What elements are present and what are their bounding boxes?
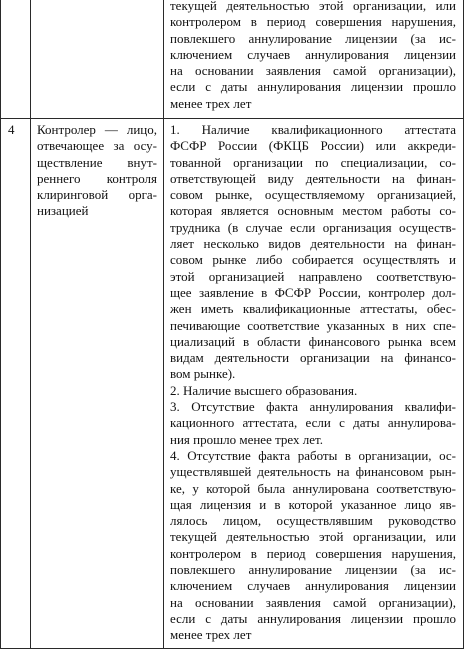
requirements-text-line: ключением случаев аннулирования лицензии bbox=[170, 578, 456, 594]
requirements-text-line: печивающие соответствие указанных в них спе- bbox=[170, 317, 456, 333]
requirements-text-line: повлекшего аннулирование лицензии (за ис- bbox=[170, 30, 456, 46]
requirements-text-line: уществлявшей деятельность на финансовом рын- bbox=[170, 464, 456, 480]
requirements-text-line: ФСФР России (ФКЦБ России) или аккреди- bbox=[170, 138, 456, 154]
requirements-text-line: лялось лицом, осуществлявшим руководство bbox=[170, 513, 456, 529]
requirements-text-line: ляет несколько видов деятельности на финан- bbox=[170, 236, 456, 252]
requirements-text-line: 4. Отсутствие факта работы в организации, ос- bbox=[170, 447, 456, 463]
requirements-text-line: контролером в период совершения нарушения, bbox=[170, 545, 456, 561]
requirements-text-line: тованной организации по специализации, со- bbox=[170, 154, 456, 170]
requirements-text-line: на основании заявления самой организации), bbox=[170, 594, 456, 610]
row-2-requirements-cell bbox=[170, 122, 456, 644]
requirements-text-line: 1. Наличие квалификационного аттестата bbox=[170, 122, 456, 137]
requirements-text-line: контролером в период совершения нарушения, bbox=[170, 14, 456, 30]
position-text-line: клиринговой орга- bbox=[37, 187, 157, 203]
position-text-line: отвечающее за осу- bbox=[37, 138, 157, 154]
position-text-line: ществление внут- bbox=[37, 154, 157, 170]
requirements-text-line: жен иметь квалификационные аттестаты, обес- bbox=[170, 301, 456, 317]
row-number: 4 bbox=[8, 122, 15, 137]
requirements-text-line: которая является основным местом работы со- bbox=[170, 203, 456, 219]
table-row-divider bbox=[0, 118, 464, 119]
requirements-text-line: этой организацией направлено соответствую- bbox=[170, 268, 456, 284]
row-2-number-cell bbox=[8, 122, 26, 138]
requirements-text-line: если с даты аннулирования лицензии прошло bbox=[170, 610, 456, 626]
requirements-text-line: 3. Отсутствие факта аннулирования квалифи- bbox=[170, 399, 456, 415]
requirements-text-line: трудника (в случае если организация осуществ- bbox=[170, 219, 456, 235]
position-text-line: Контролер — лицо, bbox=[37, 122, 157, 137]
requirements-text-line: щее заявление в ФСФР России, контролер дол- bbox=[170, 284, 456, 300]
requirements-text-line: ния прошло менее трех лет. bbox=[170, 431, 323, 447]
row-1-requirements-cell bbox=[170, 0, 456, 112]
requirements-text-line: менее трех лет bbox=[170, 95, 252, 111]
requirements-text-line: вом рынке). bbox=[170, 366, 236, 382]
requirements-text-line: видам деятельности организации на финансо- bbox=[170, 350, 456, 366]
position-text-line: реннего контроля bbox=[37, 170, 157, 186]
requirements-text-line: менее трех лет bbox=[170, 627, 252, 643]
requirements-text-line: ке, у которой была аннулирована соответствую- bbox=[170, 480, 456, 496]
requirements-text-line: 2. Наличие высшего образования. bbox=[170, 382, 358, 398]
requirements-text-line: совом рынке либо собирается осуществлять и bbox=[170, 252, 456, 268]
table-divider-position-column bbox=[163, 0, 164, 649]
requirements-text-line: на основании заявления самой организации), bbox=[170, 63, 456, 79]
requirements-text-line: если с даты аннулирования лицензии прошло bbox=[170, 79, 456, 95]
requirements-text-line: ответствующей виду деятельности на финан- bbox=[170, 170, 456, 186]
requirements-text-line: повлекшего аннулирование лицензии (за ис- bbox=[170, 562, 456, 578]
requirements-text-line: текущей деятельностью этой организации, или bbox=[170, 529, 456, 545]
requirements-text-line: ключением случаев аннулирования лицензии bbox=[170, 46, 456, 62]
requirements-text-line: текущей деятельностью этой организации, или bbox=[170, 0, 456, 13]
table-border-left bbox=[0, 0, 1, 649]
table-divider-number-column bbox=[30, 0, 31, 649]
requirements-text-line: щая лицензия и в которой указанное лицо яв- bbox=[170, 496, 456, 512]
requirements-text-line: циализаций в области финансового рынка всем bbox=[170, 333, 456, 349]
position-text-line: низацией bbox=[37, 203, 89, 219]
requirements-text-line: кационного аттестата, если с даты аннулирова- bbox=[170, 415, 456, 431]
requirements-text-line: совом рынке, осуществляемому организацией, bbox=[170, 187, 456, 203]
row-2-position-cell bbox=[37, 122, 157, 220]
